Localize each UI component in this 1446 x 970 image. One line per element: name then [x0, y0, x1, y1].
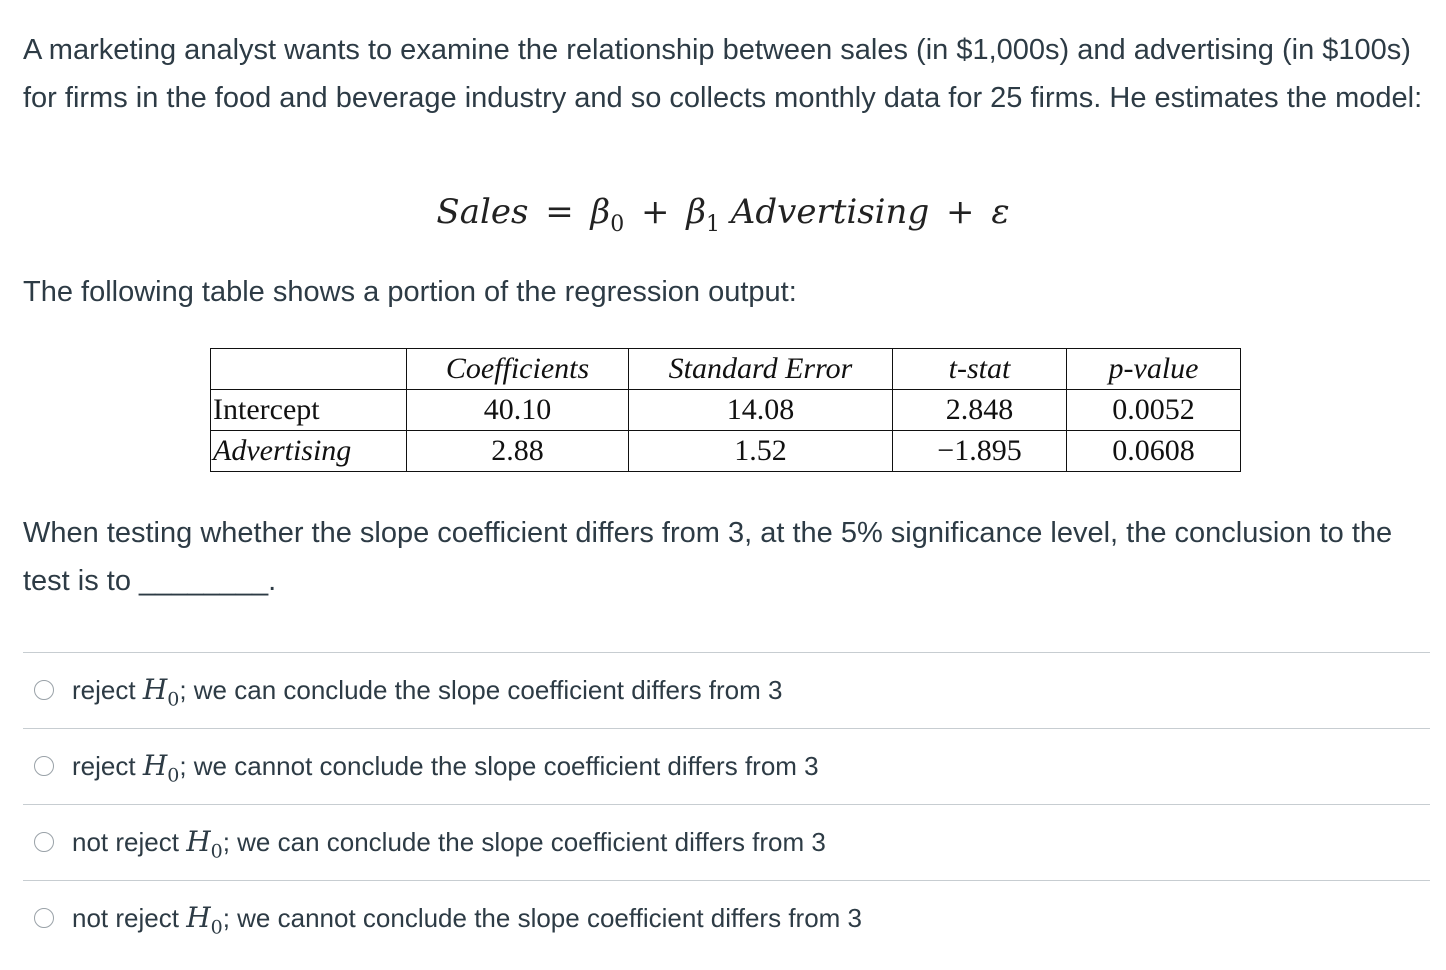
answer-option-2[interactable]: [23, 728, 1430, 804]
cell-t-stat: 2.848: [893, 390, 1067, 431]
header-standard-error: Standard Error: [629, 349, 893, 390]
header-p-value: p-value: [1067, 349, 1241, 390]
eq-sales: Sales: [436, 192, 529, 232]
option-text: not reject $H_0$; we can conclude the slope coefficient differs from 3: [72, 825, 826, 863]
eq-beta0: $\beta_0$: [590, 192, 625, 237]
eq-plus-2: +: [946, 192, 975, 232]
answer-options: [23, 652, 1430, 956]
eq-beta1: $\beta_1$: [686, 192, 720, 237]
regression-table: [210, 348, 1241, 472]
radio-button[interactable]: [34, 908, 54, 928]
h0-symbol: $H_0$: [186, 901, 223, 939]
radio-button[interactable]: [34, 756, 54, 776]
cell-standard-error: 14.08: [629, 390, 893, 431]
row-label-advertising: Advertising: [211, 431, 407, 472]
h0-symbol: $H_0$: [142, 749, 180, 787]
h0-symbol: $H_0$: [186, 825, 223, 863]
header-empty: [211, 349, 407, 390]
cell-standard-error: 1.52: [629, 431, 893, 472]
answer-option-3[interactable]: [23, 804, 1430, 880]
table-header-row: [211, 349, 1241, 390]
eq-epsilon: ε: [991, 192, 1010, 232]
cell-coefficient: 40.10: [407, 390, 629, 431]
h0-symbol: $H_0$: [142, 673, 180, 711]
regression-equation: [0, 192, 1446, 237]
header-t-stat: t-stat: [893, 349, 1067, 390]
row-label-intercept: Intercept: [211, 390, 407, 431]
option-text: reject $H_0$; we can conclude the slope coefficient differs from 3: [72, 673, 783, 711]
table-row: [211, 431, 1241, 472]
cell-coefficient: 2.88: [407, 431, 629, 472]
table-row: [211, 390, 1241, 431]
answer-option-1[interactable]: [23, 652, 1430, 728]
eq-advertising: Advertising: [730, 192, 930, 232]
answer-option-4[interactable]: [23, 880, 1430, 956]
table-lead: The following table shows a portion of the regression output:: [23, 276, 797, 308]
eq-equals: =: [545, 192, 574, 232]
cell-p-value: 0.0608: [1067, 431, 1241, 472]
cell-t-stat: −1.895: [893, 431, 1067, 472]
eq-plus-1: +: [641, 192, 670, 232]
option-text: not reject $H_0$; we cannot conclude the slope coefficient differs from 3: [72, 901, 863, 939]
option-text: reject $H_0$; we cannot conclude the slope coefficient differs from 3: [72, 749, 819, 787]
question-intro: A marketing analyst wants to examine the relationship between sales (in $1,000s) and advertising (in $100s) for firms in the food and beverage industry and so collects monthly data for 25 firms. He estimates the model:: [23, 34, 1423, 114]
question-text: When testing whether the slope coefficient differs from 3, at the 5% significance level, the conclusion to the test is to ________.: [23, 517, 1393, 597]
header-coefficients: Coefficients: [407, 349, 629, 390]
radio-button[interactable]: [34, 832, 54, 852]
cell-p-value: 0.0052: [1067, 390, 1241, 431]
radio-button[interactable]: [34, 680, 54, 700]
